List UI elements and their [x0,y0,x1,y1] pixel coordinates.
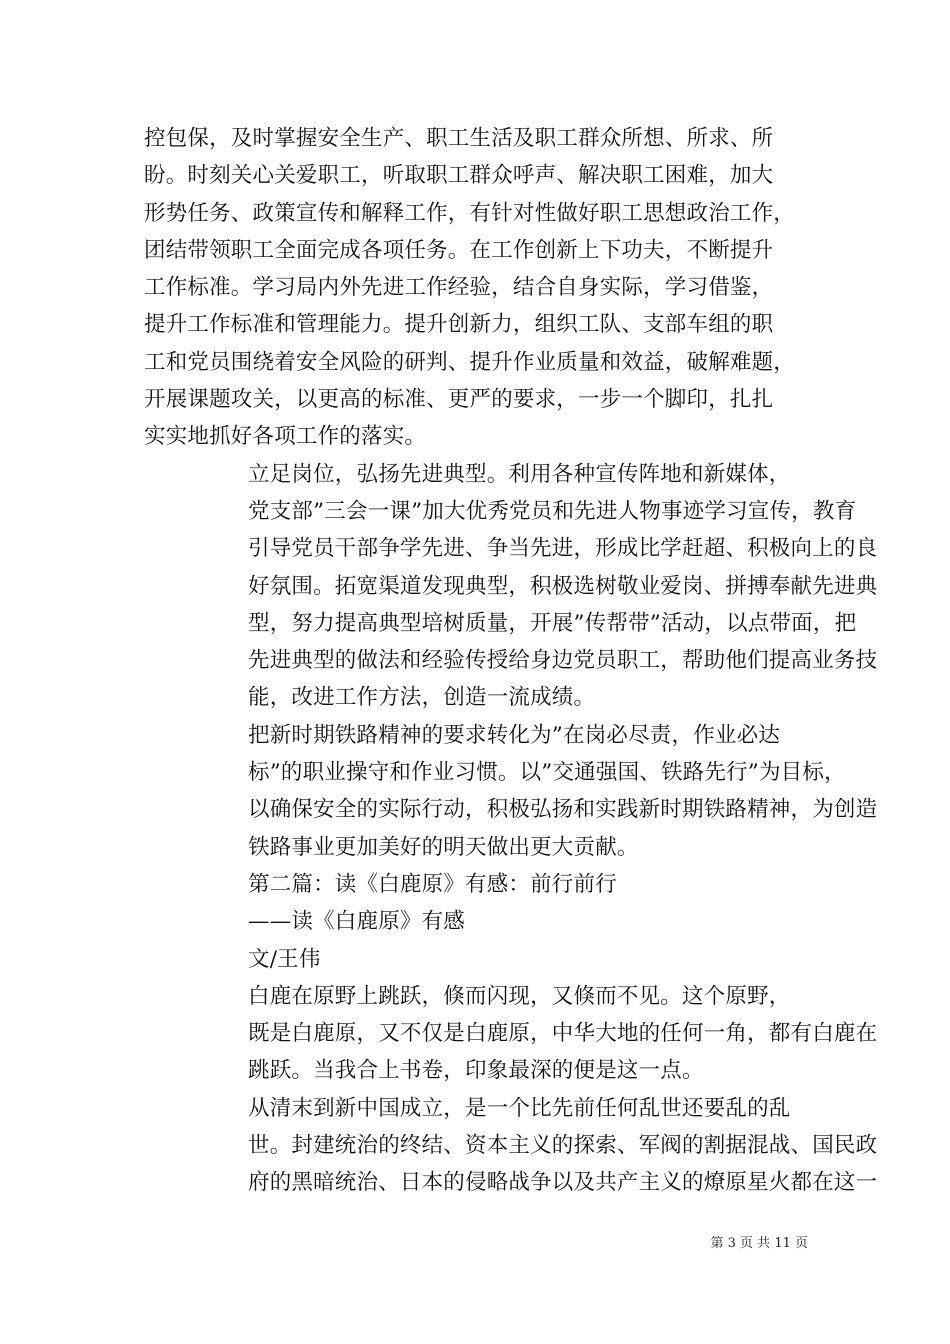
text-line: 既是白鹿原，又不仅是白鹿原，中华大地的任何一角，都有白鹿在 [248,1021,878,1047]
text-line: 提升工作标准和管理能力。提升创新力，组织工队、支部车组的职 [144,312,774,338]
text-line: 工和党员围绕着安全风险的研判、提升作业质量和效益，破解难题， [144,349,796,375]
paragraph [144,120,824,456]
text-line: 文/王伟 [248,946,321,972]
text-line: 标”的职业操守和作业习惯。以”交通强国、铁路先行”为目标， [248,760,846,786]
text-line: 跳跃。当我合上书卷，印象最深的便是这一点。 [248,1058,704,1084]
text-line: 团结带领职工全面完成各项任务。在工作创新上下功夫，不断提升 [144,237,774,263]
text-line: 开展课题攻关，以更高的标准、更严的要求，一步一个脚印，扎扎 [144,387,774,413]
text-line: 盼。时刻关心关爱职工，听取职工群众呼声、解决职工困难，加大 [144,163,774,189]
paragraph [144,717,878,866]
text-line: 世。封建统治的终结、资本主义的探索、军阀的割据混战、国民政 [248,1133,878,1159]
text-line: 能，改进工作方法，创造一流成绩。 [248,685,596,711]
text-line: 立足岗位，弘扬先进典型。利用各种宣传阵地和新媒体， [248,461,791,487]
document-body [144,120,878,1202]
text-line: 先进典型的做法和经验传授给身边党员职工，帮助他们提高业务技 [248,648,878,674]
text-line: 型，努力提高典型培树质量，开展”传帮带”活动，以点带面，把 [248,610,857,636]
paragraph [144,978,878,1090]
page-footer: 第 3 页 共 11 页 [710,1236,808,1251]
text-line: 白鹿在原野上跳跃，倏而闪现，又倏而不见。这个原野， [248,983,791,1009]
paragraph [144,456,878,717]
text-line: 党支部”三会一课”加大优秀党员和先进人物事迹学习宣传，教育 [248,498,857,524]
text-line: ——读《白鹿原》有感 [248,909,466,935]
text-line: 实实地抓好各项工作的落实。 [144,424,427,450]
paragraph [144,1090,878,1202]
paragraph [144,941,824,978]
text-line: 好氛围。拓宽渠道发现典型，积极选树敬业爱岗、拼搏奉献先进典 [248,573,878,599]
text-line: 工作标准。学习局内外先进工作经验，结合自身实际，学习借鉴， [144,275,774,301]
text-line: 以确保安全的实际行动，积极弘扬和实践新时期铁路精神，为创造 [248,797,878,823]
paragraph [144,903,824,940]
text-line: 控包保，及时掌握安全生产、职工生活及职工群众所想、所求、所 [144,126,774,151]
text-line: 府的黑暗统治、日本的侵略战争以及共产主义的燎原星火都在这一 [248,1170,878,1196]
text-line: 引导党员干部争学先进、争当先进，形成比学赶超、积极向上的良 [248,536,878,562]
text-line: 形势任务、政策宣传和解释工作，有针对性做好职工思想政治工作， [144,200,796,226]
text-line: 把新时期铁路精神的要求转化为”在岗必尽责，作业必达 [248,722,780,748]
paragraph [144,866,824,903]
text-line: 第二篇：读《白鹿原》有感：前行前行 [248,871,617,897]
text-line: 铁路事业更加美好的明天做出更大贡献。 [248,834,639,860]
text-line: 从清末到新中国成立，是一个比先前任何乱世还要乱的乱 [248,1095,791,1121]
